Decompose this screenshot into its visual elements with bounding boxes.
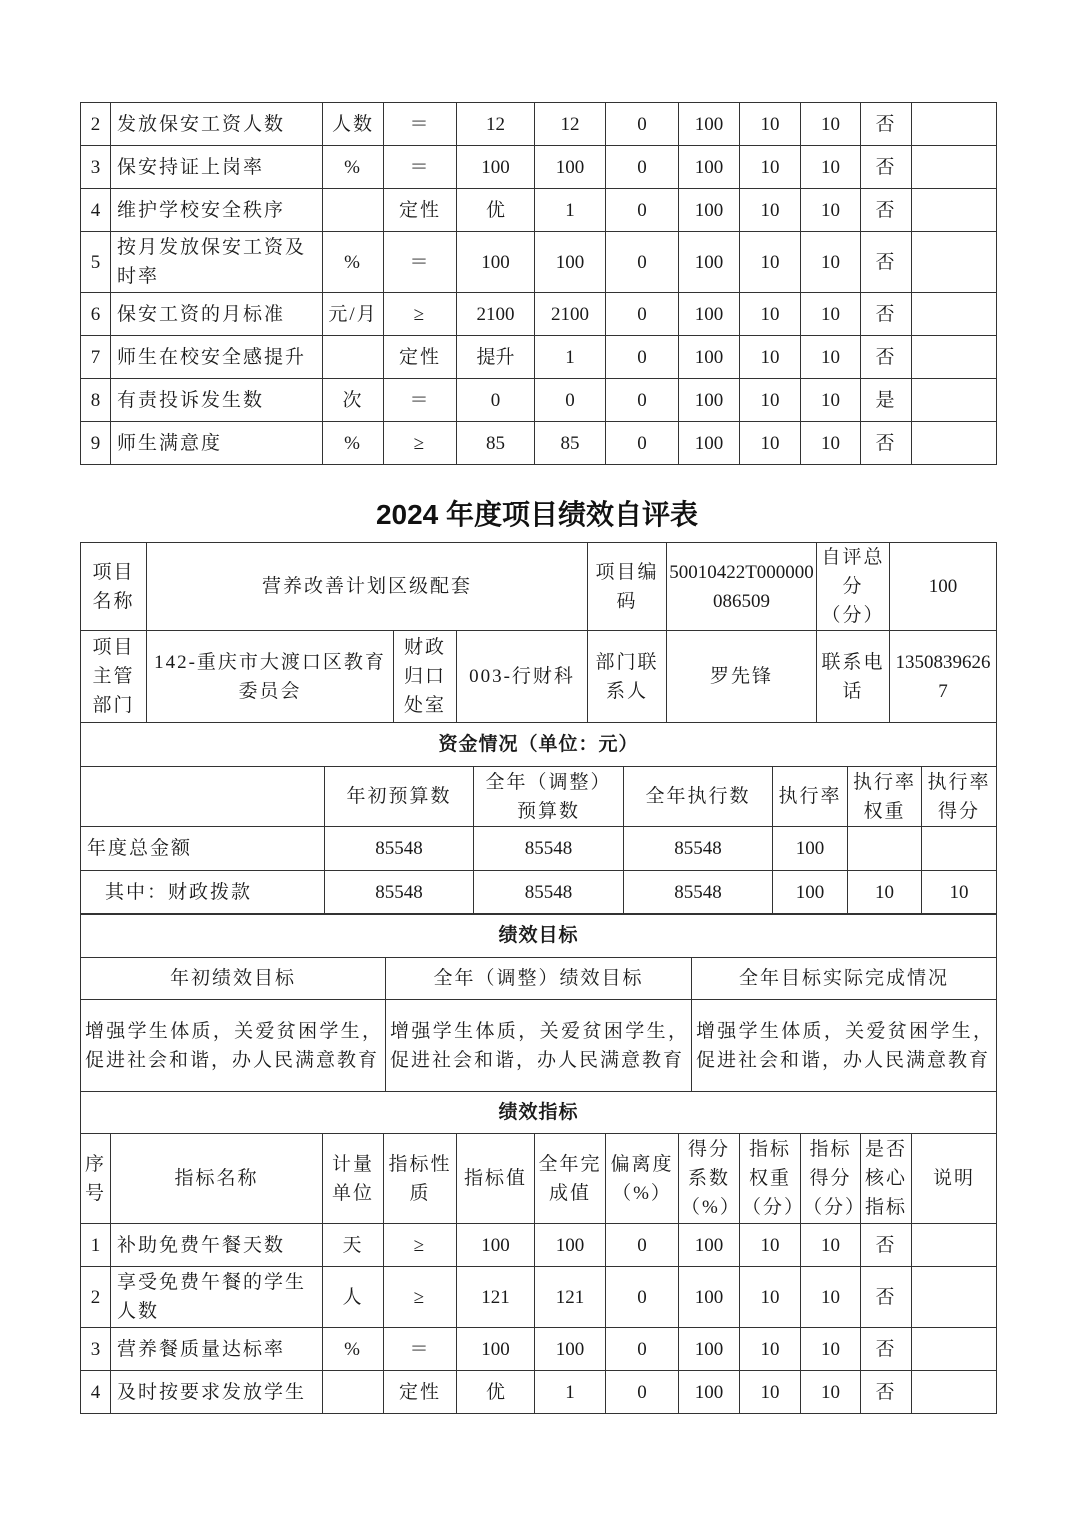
cell-weight: 10 [740,379,801,422]
cell-unit: % [323,232,384,293]
cell-actual: 100 [535,232,606,293]
cell-coef: 100 [679,1267,740,1328]
cell-core: 否 [861,1328,912,1371]
indicator-header-cell: 指标得分（分） [801,1134,861,1224]
cell-core: 否 [861,1371,912,1414]
cell-unit: 次 [323,379,384,422]
finance-label: 财政归口处室 [394,631,457,723]
cell-coef: 100 [679,103,740,146]
cell-no: 5 [81,232,111,293]
table-row [81,293,997,336]
cell-note [912,1267,997,1328]
funds-header-cell: 年初预算数 [325,767,474,827]
indicator-header-cell: 全年完成值 [535,1134,606,1224]
cell-note [912,189,997,232]
indicator-header-cell: 序号 [81,1134,111,1224]
cell-score: 10 [801,379,861,422]
cell-actual: 1 [535,336,606,379]
cell-core: 否 [861,189,912,232]
indicator-header-cell: 指标值 [457,1134,535,1224]
indicators-table [80,1091,997,1414]
cell-deviation: 0 [606,1328,679,1371]
cell-nature: ≥ [384,422,457,465]
indicator-header-cell: 偏离度（%） [606,1134,679,1224]
cell-nature: ≥ [384,293,457,336]
cell-nature: 定性 [384,189,457,232]
cell-no: 2 [81,103,111,146]
cell-deviation: 0 [606,379,679,422]
cell-deviation: 0 [606,189,679,232]
funds-row-label: 年度总金额 [81,827,325,871]
cell-name: 师生在校安全感提升 [111,336,323,379]
cell-weight: 10 [740,103,801,146]
cell-deviation: 0 [606,336,679,379]
cell-score: 10 [801,1371,861,1414]
cell-note [912,293,997,336]
cell-no: 4 [81,1371,111,1414]
funds-cell-rate: 100 [773,871,848,915]
total-score: 100 [890,543,997,631]
cell-coef: 100 [679,189,740,232]
cell-unit: 人数 [323,103,384,146]
cell-coef: 100 [679,232,740,293]
cell-nature: 定性 [384,336,457,379]
contact: 罗先锋 [667,631,817,723]
cell-nature: ＝ [384,1328,457,1371]
cell-no: 1 [81,1224,111,1267]
cell-actual: 100 [535,1328,606,1371]
cell-deviation: 0 [606,1267,679,1328]
table-row [81,146,997,189]
cell-target: 0 [457,379,535,422]
cell-unit [323,189,384,232]
dept-label: 项目主管部门 [81,631,147,723]
cell-actual: 0 [535,379,606,422]
cell-score: 10 [801,422,861,465]
cell-unit: 人 [323,1267,384,1328]
cell-note [912,1224,997,1267]
cell-coef: 100 [679,336,740,379]
page-title: 2024 年度项目绩效自评表 [375,499,699,530]
cell-target: 100 [457,1224,535,1267]
indicator-header-cell: 指标名称 [111,1134,323,1224]
funds-row-label: 其中：财政拨款 [81,871,325,915]
cell-coef: 100 [679,1328,740,1371]
total-score-label: 自评总分（分） [817,543,890,631]
cell-score: 10 [801,232,861,293]
cell-actual: 1 [535,1371,606,1414]
cell-score: 10 [801,189,861,232]
top-indicator-table [80,102,997,465]
cell-weight: 10 [740,189,801,232]
cell-deviation: 0 [606,232,679,293]
cell-core: 否 [861,103,912,146]
cell-score: 10 [801,336,861,379]
cell-nature: ＝ [384,379,457,422]
table-row [81,1267,997,1328]
cell-score: 10 [801,146,861,189]
cell-deviation: 0 [606,422,679,465]
funds-cell-executed: 85548 [624,871,773,915]
project-info-table [80,542,997,723]
indicator-header-cell: 计量单位 [323,1134,384,1224]
cell-nature: ＝ [384,146,457,189]
cell-actual: 2100 [535,293,606,336]
indicator-header-cell: 指标权重（分） [740,1134,801,1224]
cell-score: 10 [801,293,861,336]
cell-name: 师生满意度 [111,422,323,465]
funds-row [81,871,997,915]
cell-core: 否 [861,422,912,465]
cell-score: 10 [801,1224,861,1267]
funds-table [80,722,997,915]
funds-header-cell: 执行率得分 [922,767,997,827]
cell-unit: % [323,422,384,465]
table-row [81,232,997,293]
funds-cell-weight: 10 [848,871,922,915]
cell-coef: 100 [679,379,740,422]
cell-no: 8 [81,379,111,422]
funds-header-cell [81,767,325,827]
cell-target: 12 [457,103,535,146]
cell-name: 保安工资的月标准 [111,293,323,336]
funds-section-title: 资金情况（单位：元） [81,723,997,767]
table-row [81,422,997,465]
cell-deviation: 0 [606,103,679,146]
cell-actual: 1 [535,189,606,232]
funds-header-cell: 全年（调整）预算数 [474,767,624,827]
cell-note [912,103,997,146]
goals-value-cell: 增强学生体质，关爱贫困学生，促进社会和谐，办人民满意教育 [692,1000,997,1092]
cell-actual: 85 [535,422,606,465]
cell-core: 否 [861,336,912,379]
indicator-header-cell: 指标性质 [384,1134,457,1224]
project-name: 营养改善计划区级配套 [147,543,588,631]
cell-deviation: 0 [606,1224,679,1267]
indicator-header-cell: 得分系数（%） [679,1134,740,1224]
indicators-section-title: 绩效指标 [81,1092,997,1134]
contact-label: 部门联系人 [588,631,667,723]
cell-target: 85 [457,422,535,465]
cell-target: 121 [457,1267,535,1328]
cell-note [912,422,997,465]
cell-weight: 10 [740,1267,801,1328]
cell-core: 否 [861,1224,912,1267]
cell-unit [323,336,384,379]
cell-weight: 10 [740,336,801,379]
funds-cell-initial: 85548 [325,827,474,871]
project-code: 50010422T000000086509 [667,543,817,631]
cell-weight: 10 [740,1224,801,1267]
cell-note [912,232,997,293]
funds-cell-weight [848,827,922,871]
cell-actual: 121 [535,1267,606,1328]
cell-core: 否 [861,1267,912,1328]
funds-cell-score: 10 [922,871,997,915]
goals-value-cell: 增强学生体质，关爱贫困学生，促进社会和谐，办人民满意教育 [386,1000,692,1092]
phone: 13508396267 [890,631,997,723]
funds-cell-adjusted: 85548 [474,871,624,915]
cell-target: 100 [457,1328,535,1371]
cell-nature: 定性 [384,1371,457,1414]
table-row [81,103,997,146]
cell-note [912,146,997,189]
funds-cell-rate: 100 [773,827,848,871]
cell-unit: % [323,146,384,189]
cell-weight: 10 [740,1328,801,1371]
cell-core: 否 [861,232,912,293]
cell-score: 10 [801,103,861,146]
funds-cell-executed: 85548 [624,827,773,871]
cell-name: 及时按要求发放学生 [111,1371,323,1414]
cell-deviation: 0 [606,146,679,189]
cell-deviation: 0 [606,1371,679,1414]
cell-nature: ＝ [384,232,457,293]
cell-name: 发放保安工资人数 [111,103,323,146]
finance: 003-行财科 [457,631,588,723]
cell-score: 10 [801,1328,861,1371]
goals-table [80,913,997,1092]
cell-target: 100 [457,232,535,293]
cell-no: 3 [81,1328,111,1371]
funds-header-cell: 全年执行数 [624,767,773,827]
cell-coef: 100 [679,146,740,189]
funds-cell-initial: 85548 [325,871,474,915]
cell-unit: 元/月 [323,293,384,336]
goals-section-title: 绩效目标 [81,914,997,958]
cell-weight: 10 [740,1371,801,1414]
cell-note [912,379,997,422]
cell-unit: % [323,1328,384,1371]
cell-name: 按月发放保安工资及时率 [111,232,323,293]
table-row [81,189,997,232]
cell-actual: 100 [535,1224,606,1267]
cell-weight: 10 [740,146,801,189]
cell-note [912,1371,997,1414]
cell-core: 否 [861,146,912,189]
cell-core: 是 [861,379,912,422]
cell-no: 3 [81,146,111,189]
funds-cell-adjusted: 85548 [474,827,624,871]
dept: 142-重庆市大渡口区教育委员会 [147,631,394,723]
indicator-header-cell: 说明 [912,1134,997,1224]
cell-coef: 100 [679,1224,740,1267]
phone-label: 联系电话 [817,631,890,723]
goals-header-cell: 全年（调整）绩效目标 [386,958,692,1000]
funds-cell-score [922,827,997,871]
cell-name: 有责投诉发生数 [111,379,323,422]
cell-deviation: 0 [606,293,679,336]
funds-row [81,827,997,871]
cell-note [912,336,997,379]
cell-note [912,1328,997,1371]
cell-score: 10 [801,1267,861,1328]
cell-coef: 100 [679,422,740,465]
cell-coef: 100 [679,1371,740,1414]
indicator-header-cell: 是否核心指标 [861,1134,912,1224]
cell-name: 营养餐质量达标率 [111,1328,323,1371]
table-row [81,1328,997,1371]
cell-no: 9 [81,422,111,465]
cell-name: 保安持证上岗率 [111,146,323,189]
funds-header-cell: 执行率 [773,767,848,827]
cell-no: 7 [81,336,111,379]
table-row [81,379,997,422]
goals-value-cell: 增强学生体质，关爱贫困学生，促进社会和谐，办人民满意教育 [81,1000,386,1092]
project-code-label: 项目编码 [588,543,667,631]
cell-target: 100 [457,146,535,189]
goals-header-cell: 全年目标实际完成情况 [692,958,997,1000]
cell-name: 维护学校安全秩序 [111,189,323,232]
cell-unit [323,1371,384,1414]
cell-target: 优 [457,1371,535,1414]
cell-weight: 10 [740,293,801,336]
cell-target: 提升 [457,336,535,379]
cell-actual: 12 [535,103,606,146]
cell-no: 2 [81,1267,111,1328]
cell-nature: ＝ [384,103,457,146]
table-row [81,1371,997,1414]
cell-target: 2100 [457,293,535,336]
cell-actual: 100 [535,146,606,189]
cell-no: 4 [81,189,111,232]
cell-nature: ≥ [384,1224,457,1267]
cell-core: 否 [861,293,912,336]
goals-header-cell: 年初绩效目标 [81,958,386,1000]
project-name-label: 项目名称 [81,543,147,631]
table-row [81,1224,997,1267]
cell-coef: 100 [679,293,740,336]
cell-unit: 天 [323,1224,384,1267]
cell-name: 享受免费午餐的学生人数 [111,1267,323,1328]
cell-weight: 10 [740,232,801,293]
cell-no: 6 [81,293,111,336]
cell-weight: 10 [740,422,801,465]
cell-name: 补助免费午餐天数 [111,1224,323,1267]
cell-target: 优 [457,189,535,232]
funds-header-cell: 执行率权重 [848,767,922,827]
cell-nature: ≥ [384,1267,457,1328]
table-row [81,336,997,379]
